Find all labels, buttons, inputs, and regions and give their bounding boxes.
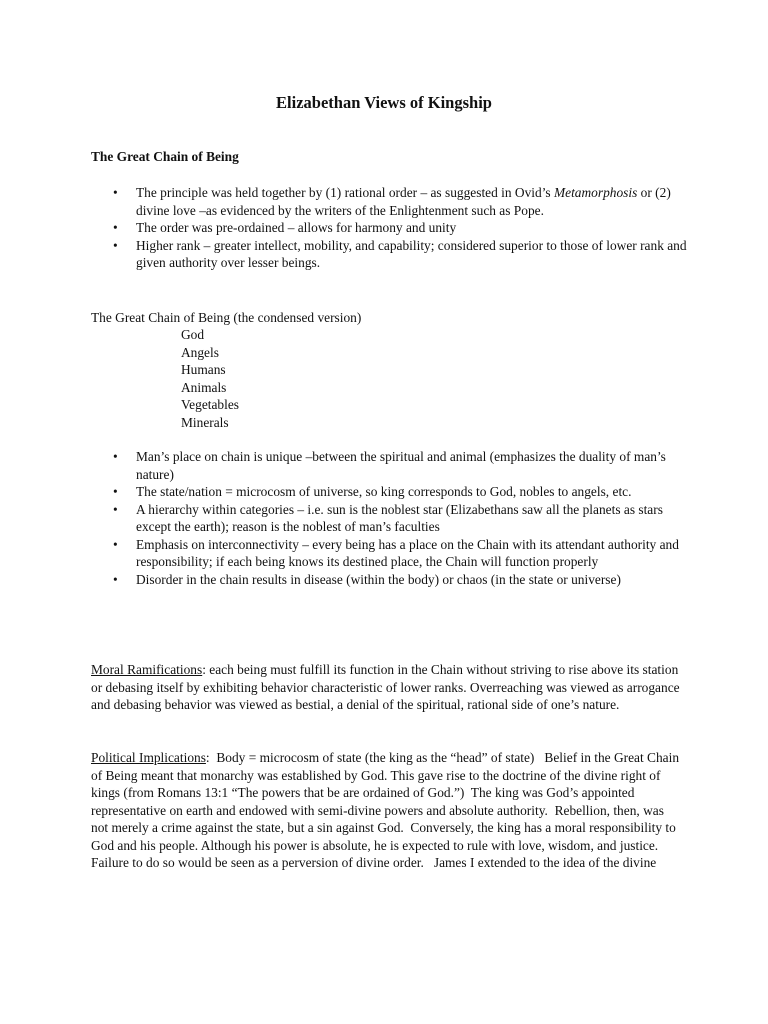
bullet-dot-icon: • [113,237,118,253]
bullet-item [91,237,691,272]
chain-intro-text: The Great Chain of Being (the condensed version) [91,310,362,325]
political-implications-paragraph [91,749,681,872]
bullet-item [91,571,691,589]
bullet-dot-icon: • [113,449,118,464]
bullet-text: Man’s place on chain is unique –between the spiritual and animal (emphasizes the duality of man’s nature) [136,449,666,482]
bullet-dot-icon: • [113,484,118,499]
political-implications-text: Body = microcosm of state (the king as the “head” of state) Belief in the Great Chain of Being meant that monarchy was established by God. This gave rise to the doctrine of the divine right of kings (from Romans 13:1 “The powers that be are ordained of God.”) The king was God’s appointed representative on earth and endowed with semi-divine powers and absolute authority. Rebellion, then, was not merely a crime against the state, but a sin against God. Conversely, the king has a moral responsibility to God and his people. Although his power is absolute, he is expected to rule with love, wisdom, and justice. Failure to do so would be seen as a perversion of divine order. James I extended to the idea of the divine [91,750,683,870]
bullet-dot-icon: • [113,185,118,200]
political-implications-label: Political Implications [91,750,206,765]
bullet-dot-icon: • [113,220,118,235]
chain-level-item: Angels [181,344,219,360]
bullet-text: or (2) divine love –as evidenced by the writers of the Enlightenment such as Pope. [136,185,671,218]
moral-ramifications-label: Moral Ramifications [91,662,203,677]
chain-level-item: Animals [181,379,227,395]
moral-ramifications-text: each being must fulfill its function in the Chain without striving to rise above its station or debasing itself by exhibiting behavior characteristic of lower ranks. Overreaching was viewed as arrogance and debasing behavior was viewed as bestial, a denial of the spiritual, rational side of one’s nature. [91,662,680,712]
chain-characteristics-bullet-list [91,448,691,588]
bullet-text: The state/nation = microcosm of universe, so king corresponds to God, nobles to angels, etc. [136,484,632,499]
bullet-text: A hierarchy within categories – i.e. sun is the noblest star (Elizabethans saw all the planets as stars except the earth); reason is the noblest of man’s faculties [136,501,663,534]
page-title: Elizabethan Views of Kingship [276,93,492,112]
political-implications-colon: : [205,750,210,765]
chain-level-item: Humans [181,362,226,377]
moral-ramifications-colon: : [202,662,206,677]
bullet-text: Higher rank – greater intellect, mobility, and capability; considered superior to those of lower rank and given authority over lesser beings. [136,237,687,270]
principles-bullet-list [91,184,691,272]
bullet-dot-icon: • [113,571,118,587]
chain-hierarchy-list [181,326,239,431]
bullet-text: Disorder in the chain results in disease (within the body) or chaos (in the state or universe) [136,571,621,587]
bullet-text: The principle was held together by (1) rational order – as suggested in Ovid’s [136,185,554,200]
chain-level-item: God [181,327,205,342]
section-heading: The Great Chain of Being [91,149,239,164]
bullet-dot-icon: • [113,536,118,552]
bullet-text: Emphasis on interconnectivity – every being has a place on the Chain with its attendant authority and responsibility; if each being knows its destined place, the Chain will function properly [136,536,679,569]
bullet-item [91,448,691,483]
moral-ramifications-paragraph [91,661,681,714]
bullet-text: The order was pre-ordained – allows for harmony and unity [136,220,457,235]
bullet-item [91,219,691,237]
chain-level-item: Vegetables [181,397,240,412]
bullet-item [91,536,691,571]
italic-title-text: Metamorphosis [553,185,638,200]
chain-level-item: Minerals [181,414,229,430]
bullet-item [91,483,691,501]
bullet-dot-icon: • [113,501,118,517]
bullet-item [91,501,691,536]
bullet-item [91,184,691,219]
